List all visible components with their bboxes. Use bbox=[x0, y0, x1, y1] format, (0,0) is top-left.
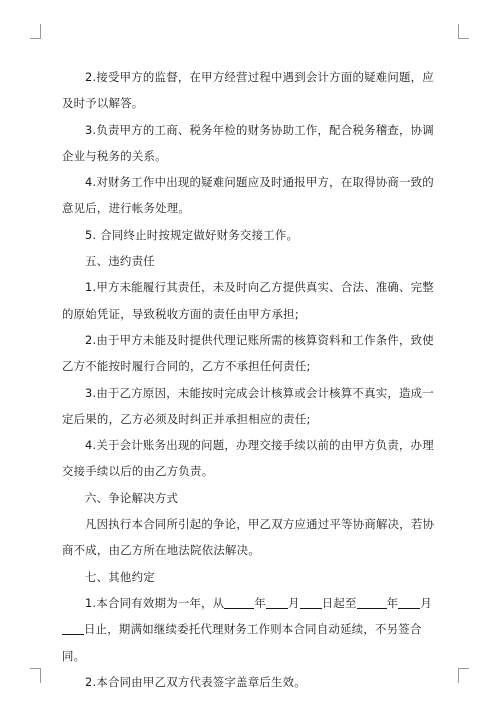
clause-paragraph: 4.关于会计账务出现的问题，办理交接手续以前的由甲方负责，办理交接手续以后的由乙方负责。 bbox=[62, 438, 434, 479]
clause-paragraph: 1.甲方未能履行其责任，未及时向乙方提供真实、合法、准确、完整的原始凭证，导致税收方面的责任由甲方承担; bbox=[62, 280, 434, 321]
term-text: 年 bbox=[254, 595, 267, 610]
clause-paragraph: 4.对财务工作中出现的疑难问题应及时通报甲方，在取得协商一致的意见后，进行帐务处理。 bbox=[62, 175, 434, 216]
section-heading: 七、其他约定 bbox=[85, 569, 155, 584]
clause-paragraph: 2.由于甲方未能及时提供代理记账所需的核算资料和工作条件，致使乙方不能按时履行合同的，乙方不承担任何责任; bbox=[62, 332, 434, 374]
term-text: 月 bbox=[288, 595, 300, 610]
term-text: 1.本合同有效期为一年，从 bbox=[85, 595, 225, 610]
start-day-blank[interactable] bbox=[300, 596, 322, 609]
term-text: 年 bbox=[386, 595, 399, 610]
section-heading: 六、争论解决方式 bbox=[85, 490, 179, 505]
section-heading: 五、违约责任 bbox=[85, 254, 155, 269]
start-month-blank[interactable] bbox=[266, 596, 288, 609]
term-text: 日止，期满如继续委托代理财务工作则本合同自动延续，不另签合同。 bbox=[62, 622, 422, 663]
clause-paragraph: 凡因执行本合同所引起的争论，甲乙双方应通过平等协商解决，若协商不成，由乙方所在地法院依法解决。 bbox=[62, 517, 435, 558]
term-text: 月 bbox=[420, 595, 432, 610]
crop-mark-top-left bbox=[30, 24, 41, 39]
clause-paragraph: 2.接受甲方的监督，在甲方经营过程中遇到会计方面的疑难问题，应及时予以解答。 bbox=[62, 70, 434, 111]
clause-paragraph: 3.负责甲方的工商、税务年检的财务协助工作，配合税务稽查，协调企业与税务的关系。 bbox=[62, 122, 434, 163]
end-year-blank[interactable] bbox=[357, 596, 387, 609]
crop-mark-bottom-left bbox=[30, 668, 41, 683]
end-day-blank[interactable] bbox=[62, 622, 84, 635]
clause-paragraph: 5. 合同终止时按规定做好财务交接工作。 bbox=[85, 227, 299, 242]
end-month-blank[interactable] bbox=[398, 596, 420, 609]
document-body bbox=[62, 64, 438, 695]
clause-paragraph: 3.由于乙方原因，未能按时完成会计核算或会计核算不真实，造成一定后果的，乙方必须及时纠正并承担相应的责任; bbox=[62, 385, 434, 426]
clause-paragraph: 2.本合同由甲乙双方代表签字盖章后生效。 bbox=[85, 674, 306, 689]
term-text: 日起至 bbox=[321, 595, 357, 610]
start-year-blank[interactable] bbox=[224, 596, 254, 609]
crop-mark-bottom-right bbox=[458, 668, 469, 683]
term-paragraph bbox=[62, 590, 438, 669]
crop-mark-top-right bbox=[458, 24, 469, 39]
